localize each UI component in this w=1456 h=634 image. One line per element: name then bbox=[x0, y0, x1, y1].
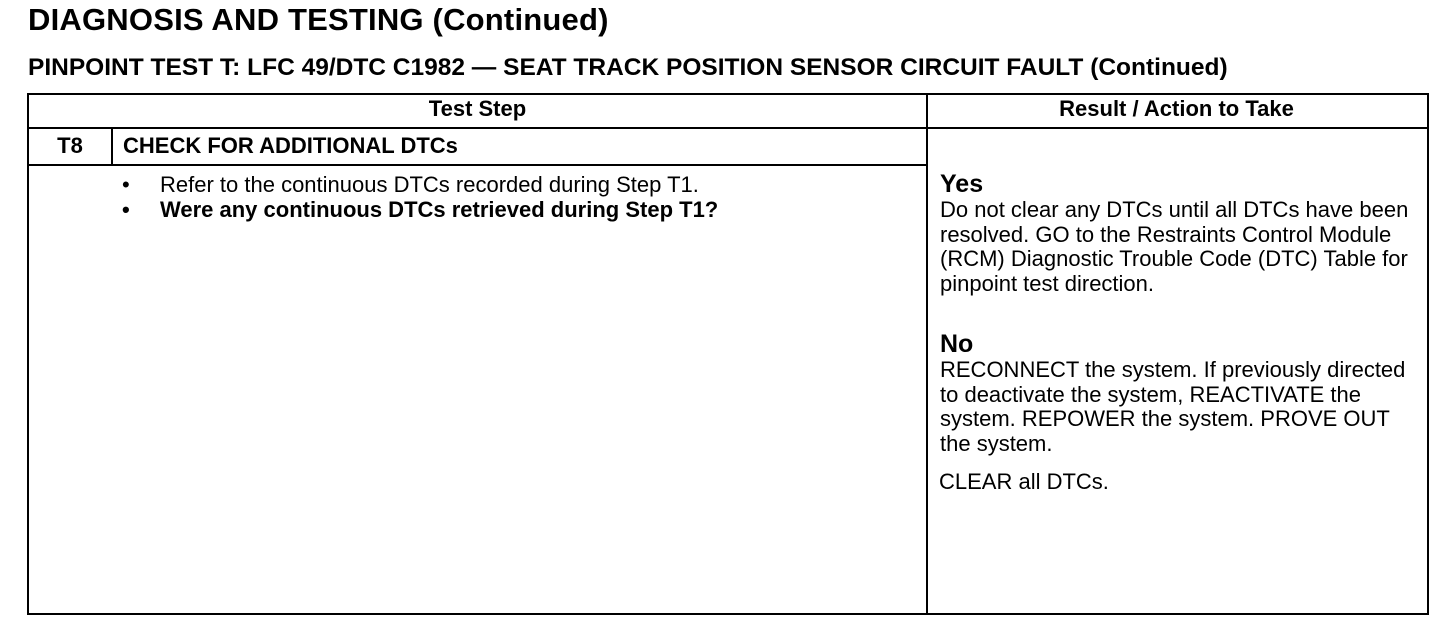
step-question: • Were any continuous DTCs retrieved during Step T1? bbox=[122, 197, 718, 222]
step-number-divider bbox=[111, 129, 113, 166]
step-title: CHECK FOR ADDITIONAL DTCs bbox=[123, 133, 458, 158]
result-yes bbox=[940, 170, 1424, 296]
step-number: T8 bbox=[57, 133, 83, 158]
result-no-label: No bbox=[940, 330, 974, 358]
pinpoint-test-title: PINPOINT TEST T: LFC 49/DTC C1982 — SEAT TRACK POSITION SENSOR CIRCUIT FAULT (Continued) bbox=[28, 54, 1228, 81]
column-divider bbox=[926, 95, 928, 613]
column-header-result: Result / Action to Take bbox=[1059, 96, 1294, 121]
result-no-text: RECONNECT the system. If previously directed to deactivate the system, REACTIVATE the system. REPOWER the system. PROVE OUT the system. bbox=[940, 357, 1406, 456]
result-no-extra: CLEAR all DTCs. bbox=[939, 469, 1109, 494]
result-yes-text: Do not clear any DTCs until all DTCs have been resolved. GO to the Restraints Control Module (RCM) Diagnostic Trouble Code (DTC) Table for pinpoint test direction. bbox=[940, 197, 1409, 296]
page-title: DIAGNOSIS AND TESTING (Continued) bbox=[28, 2, 609, 37]
column-header-test-step: Test Step bbox=[428, 96, 527, 121]
step-title-divider bbox=[29, 164, 927, 166]
result-yes-label: Yes bbox=[940, 170, 984, 198]
result-no bbox=[940, 330, 1424, 456]
step-instruction: • Refer to the continuous DTCs recorded during Step T1. bbox=[122, 172, 718, 197]
step-bullet-list bbox=[122, 172, 718, 222]
header-divider bbox=[29, 127, 1427, 129]
